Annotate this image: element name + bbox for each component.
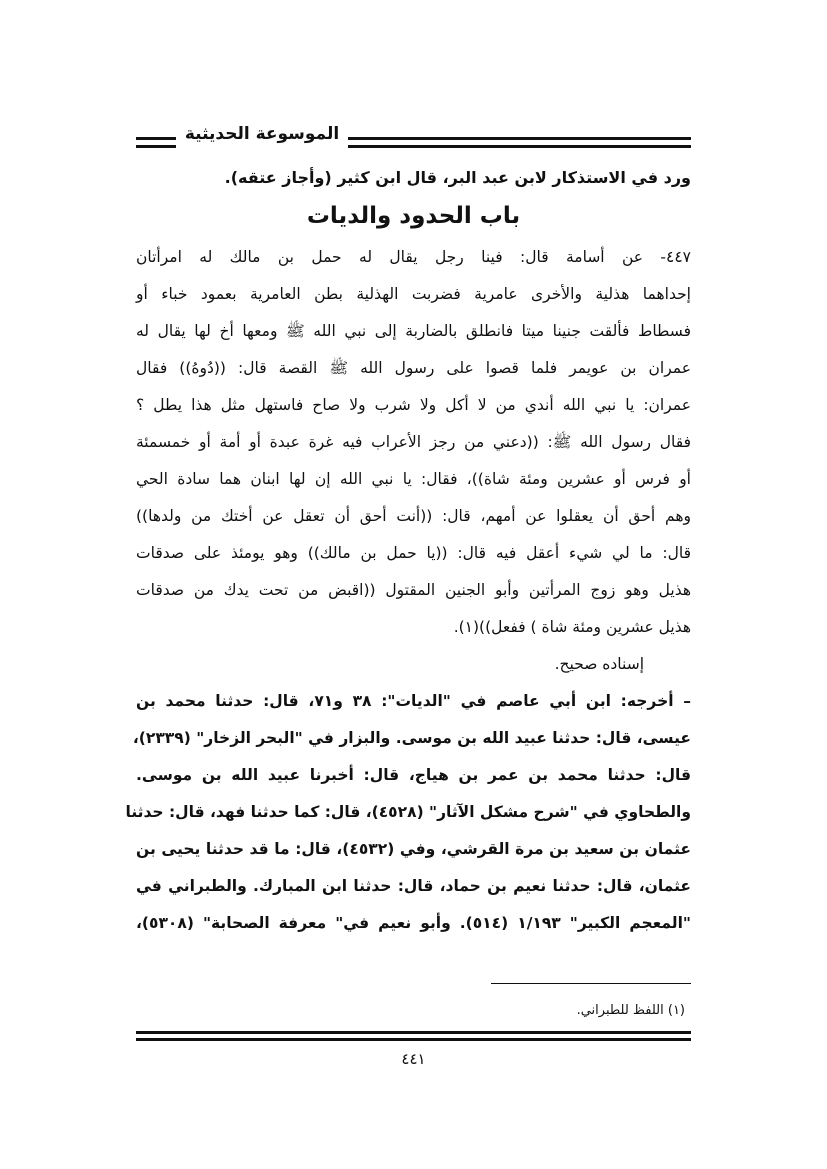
running-header-title: الموسوعة الحديثية xyxy=(184,124,340,144)
takhrij-line: عيسى، قال: حدثنا عبيد الله بن موسى. والبزار في "البحر الزخار" (٢٣٣٩)، xyxy=(132,729,691,747)
header-rule-left-2 xyxy=(136,145,176,148)
hadith-line: هذيل عشرين ومئة شاة ) ففعل))(١). xyxy=(453,618,691,636)
takhrij-line: قال: حدثنا محمد بن عمر بن هياج، قال: أخبرنا عبيد الله بن موسى. xyxy=(136,766,691,784)
footer-rule xyxy=(136,1031,691,1034)
hadith-line: إحداهما هذلية والأخرى عامرية فضربت الهذلية بطن العامرية بعمود خباء أو xyxy=(136,285,691,303)
hadith-line: فقال رسول الله ﷺ: ((دعني من رجز الأعراب فيه غرة عبدة أو أمة أو خمسمئة xyxy=(136,433,691,451)
hadith-line: فسطاط فألقت جنينا ميتا فانطلق بالضاربة إلى نبي الله ﷺ ومعها أخ لها يقال له xyxy=(136,322,691,340)
hadith-line: قال: ما لي شيء أعقل فيه قال: ((يا حمل بن مالك)) وهو يومئذ على صدقات xyxy=(136,544,691,562)
takhrij-line: "المعجم الكبير" ١/١٩٣ (٥١٤). وأبو نعيم في" معرفة الصحابة" (٥٣٠٨)، xyxy=(136,914,691,932)
section-heading: باب الحدود والديات xyxy=(306,203,521,229)
header-rule-right xyxy=(348,137,691,140)
isnad-note: إسناده صحيح. xyxy=(554,655,644,673)
takhrij-line: – أخرجه: ابن أبي عاصم في "الديات": ٣٨ و٧١، قال: حدثنا محمد بن xyxy=(136,692,692,710)
takhrij-line: عثمان، قال: حدثنا نعيم بن حماد، قال: حدثنا ابن المبارك. والطبراني في xyxy=(136,877,691,895)
hadith-line: أو فرس أو عشرين ومئة شاة))، فقال: يا نبي الله إن لها ابنان هما سادة الحي xyxy=(136,470,691,488)
footnote: (١) اللفظ للطبراني. xyxy=(576,1003,685,1018)
footer-rule-2 xyxy=(136,1038,691,1041)
takhrij-line: والطحاوي في "شرح مشكل الآثار" (٤٥٢٨)، قال: كما حدثنا فهد، قال: حدثنا xyxy=(125,803,691,821)
page-number: ٤٤١ xyxy=(401,1050,426,1068)
hadith-line: عمران: يا نبي الله أندي من لا أكل ولا شرب ولا صاح فاستهل مثل هذا يطل ؟ xyxy=(136,396,691,414)
hadith-line: ٤٤٧- عن أسامة قال: فينا رجل يقال له حمل بن مالك له امرأتان xyxy=(136,248,691,266)
hadith-line: هذيل وهو زوج المرأتين وأبو الجنين المقتول ((اقبض من تحت يدك من صدقات xyxy=(136,581,691,599)
takhrij-line: عثمان بن سعيد بن مرة القرشي، وفي (٤٥٣٢)، قال: ما قد حدثنا يحيى بن xyxy=(136,840,691,858)
hadith-line: وهم أحق أن يعقلوا عن أمهم، قال: ((أنت أحق أن تعقل عن أختك من ولدها)) xyxy=(136,507,691,525)
hadith-line: عمران بن عويمر فلما قصوا على رسول الله ﷺ القصة قال: ((دُوهُ)) فقال xyxy=(136,359,691,377)
header-rule-right-2 xyxy=(348,145,691,148)
header-rule-left xyxy=(136,137,176,140)
footnote-rule xyxy=(491,983,691,984)
intro-line: ورد في الاستذكار لابن عبد البر، قال ابن كثير (وأجاز عتقه). xyxy=(224,168,691,187)
